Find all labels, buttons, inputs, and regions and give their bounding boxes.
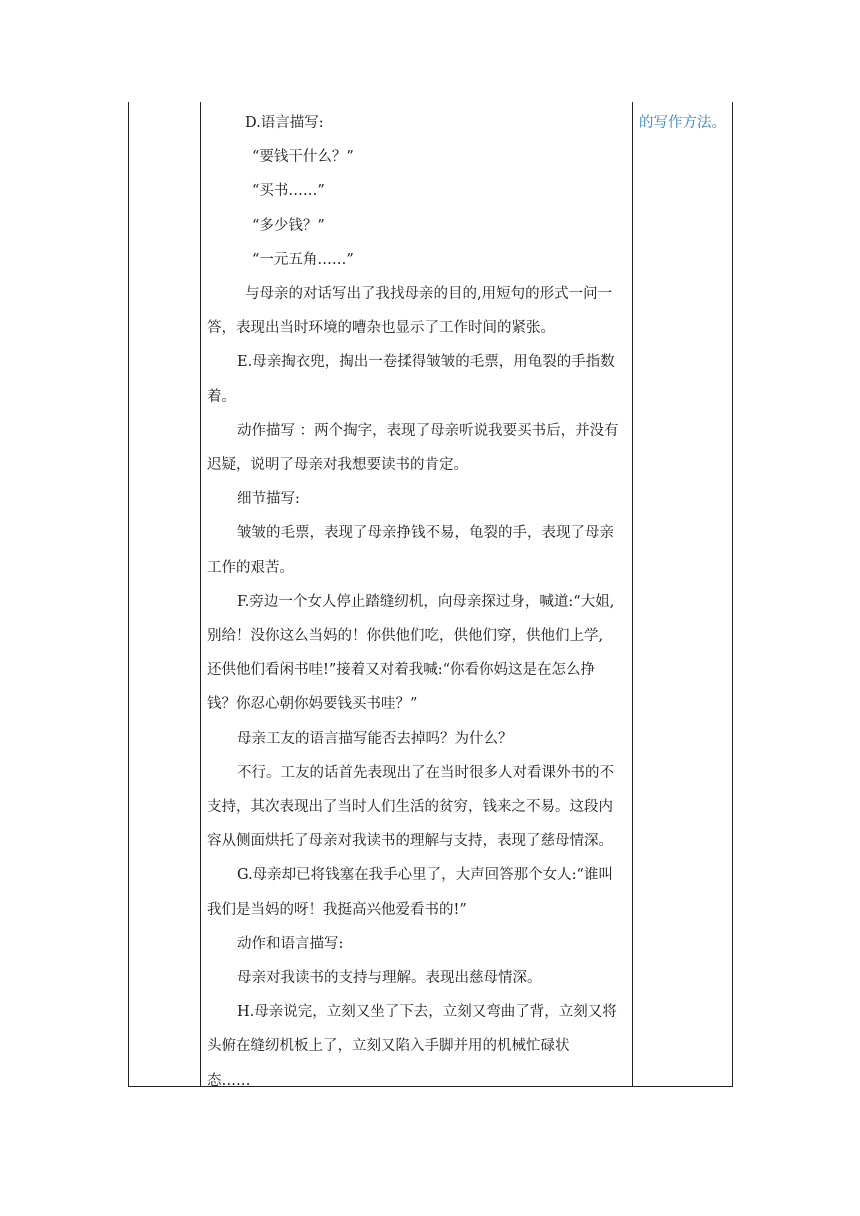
- analysis-cell: [207, 106, 632, 1098]
- text-line: 我们是当妈的呀！我挺高兴他爱看书的!”: [207, 901, 467, 918]
- text-line: E.母亲掏衣兜，掏出一卷揉得皱皱的毛票，用龟裂的手指数: [237, 354, 615, 371]
- text-line: 别给！没你这么当妈的！你供他们吃，供他们穿，供他们上学,: [207, 628, 604, 645]
- column-divider-left: [200, 102, 201, 1086]
- text-line: 容从侧面烘托了母亲对我读书的理解与支持，表现了慈母情深。: [207, 833, 613, 850]
- text-line: H.母亲说完，立刻又坐了下去，立刻又弯曲了背，立刻又将: [237, 1004, 617, 1021]
- text-line: D.语言描写:: [245, 115, 324, 131]
- text-line: “多少钱？”: [252, 217, 325, 234]
- text-line: F.旁边一个女人停止踏缝纫机，向母亲探过身，喊道:“大姐,: [237, 593, 615, 610]
- text-line: 动作和语言描写:: [237, 935, 344, 952]
- text-line: 答，表现出当时环境的嘈杂也显示了工作时间的紧张。: [207, 320, 555, 337]
- text-line: 迟疑，说明了母亲对我想要读书的肯定。: [207, 457, 468, 474]
- text-line: 母亲工友的语言描写能否去掉吗？为什么？: [237, 730, 513, 747]
- text-line: 钱？你忍心朝你妈要钱买书哇？”: [207, 696, 418, 713]
- text-line: “要钱干什么？”: [252, 149, 354, 166]
- text-line: 与母亲的对话写出了我找母亲的目的,用短句的形式一问一: [245, 286, 613, 303]
- text-line: “买书……”: [252, 183, 325, 200]
- text-line: 工作的艰苦。: [207, 559, 294, 576]
- text-line: 还供他们看闲书哇!”接着又对着我喊:“你看你妈这是在怎么挣: [207, 662, 596, 679]
- text-line: 细节描写:: [237, 491, 300, 508]
- text-line: 头俯在缝纫机板上了，立刻又陷入手脚并用的机械忙碌状: [207, 1038, 570, 1055]
- text-line: 不行。工友的话首先表现出了在当时很多人对看课外书的不: [237, 764, 614, 781]
- text-line: 动作描写 ：两个掏字，表现了母亲听说我要买书后，并没有: [237, 422, 619, 439]
- column-divider-right: [632, 102, 633, 1086]
- text-line: G.母亲却已将钱塞在我手心里了，大声回答那个女人:“谁叫: [237, 867, 613, 884]
- text-line: 母亲对我读书的支持与理解。表现出慈母情深。: [237, 970, 542, 987]
- text-line: 态……: [207, 1072, 251, 1089]
- text-line: “一元五角……”: [252, 251, 354, 268]
- text-line: 皱皱的毛票，表现了母亲挣钱不易，龟裂的手，表现了母亲: [237, 525, 614, 542]
- text-line: 支持，其次表现出了当时人们生活的贫穷，钱来之不易。这段内: [207, 799, 613, 816]
- method-note: 的写作方法。: [639, 115, 726, 131]
- text-line: 着。: [207, 388, 236, 405]
